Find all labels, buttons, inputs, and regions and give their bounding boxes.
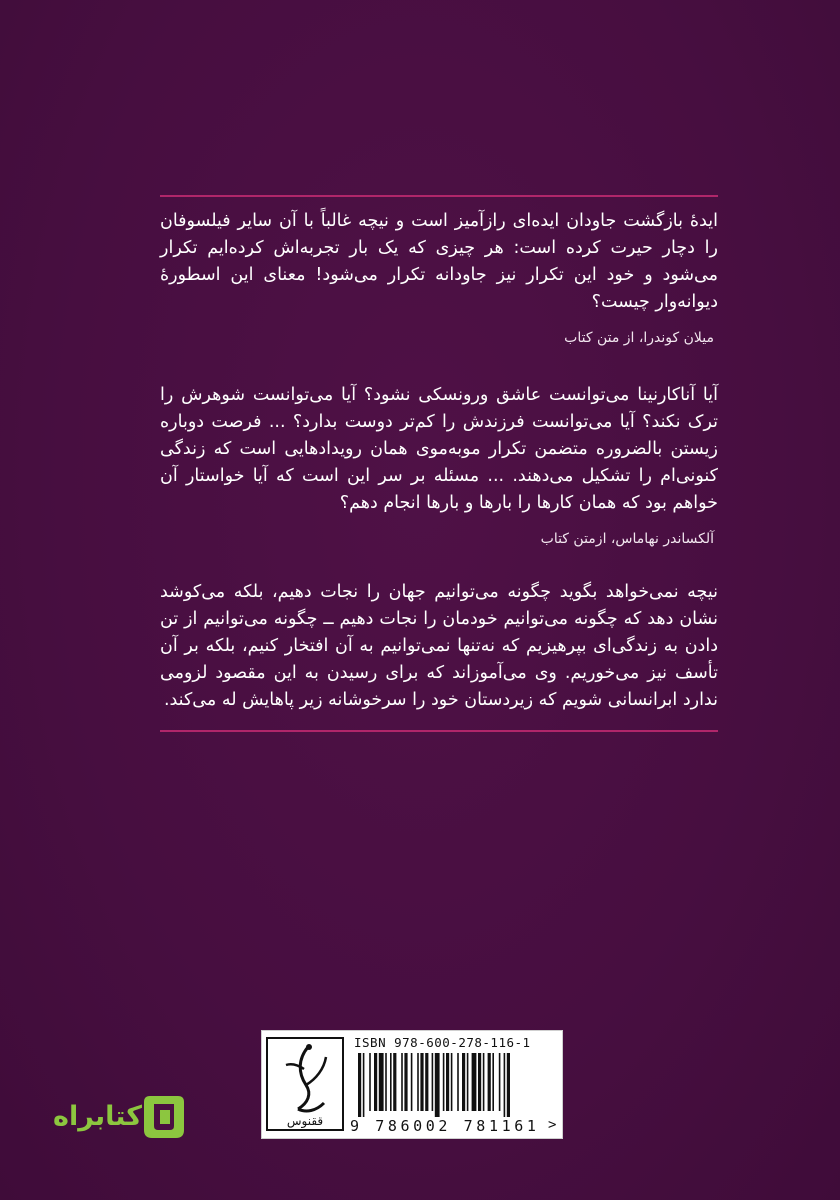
barcode-bar	[478, 1053, 481, 1111]
barcode-bar	[417, 1053, 419, 1111]
ketabrah-logo-text: کتابراه	[53, 1101, 142, 1132]
barcode-bar	[393, 1053, 396, 1111]
quote-source: میلان کوندرا، از متن کتاب	[564, 330, 714, 346]
barcode-bar	[467, 1053, 469, 1111]
barcode-bar	[432, 1053, 434, 1111]
barcode-bar	[443, 1053, 445, 1111]
barcode-bar	[492, 1053, 494, 1111]
barcode-bar	[404, 1053, 407, 1111]
barcode-bar	[499, 1053, 501, 1111]
barcode-bar	[374, 1053, 377, 1111]
barcode-bar	[435, 1053, 440, 1117]
quote-kundera	[160, 208, 718, 348]
barcode-bar	[358, 1053, 361, 1117]
phoenix-icon	[268, 1039, 342, 1129]
quote-text: نیچه نمی‌خواهد بگوید چگونه می‌توانیم جهان را نجات دهیم، بلکه می‌کوشد نشان دهد که چگونه می‌توانیم خودمان را نجات دهیم ــ چگونه می‌توانیم از تن دادن به زندگی‌ای بپرهیزیم که نه‌تنها نمی‌توانیم به آن افتخار کنیم، بلکه بر آن تأسف نیز می‌خوریم. وی می‌آموزاند که برای رسیدن به این مقصود لزومی ندارد ابرانسانی شویم که زیردستان خود را سرخوشانه زیر پاهایش له می‌کند.	[160, 582, 718, 710]
barcode-bar	[472, 1053, 477, 1111]
top-divider	[160, 195, 718, 197]
isbn-label: ISBN 978-600-278-116-1	[354, 1035, 531, 1050]
barcode-bar	[411, 1053, 413, 1111]
barcode-bar	[379, 1053, 384, 1111]
bottom-divider	[160, 730, 718, 732]
quote-source: آلکساندر نهاماس، ازمتن کتاب	[540, 531, 714, 547]
barcode-sticker	[261, 1030, 563, 1139]
barcode-bar	[446, 1053, 449, 1111]
quote-text: آیا آناکارنینا می‌توانست عاشق ورونسکی نشود؟ آیا می‌توانست شوهرش را ترک نکند؟ آیا می‌توانست فرزندش را کم‌تر دوست بدارد؟ ... فرصت دوباره زیستن بالضروره متضمن تکرار موبه‌موی همان رویدادهایی است که زندگی کنونی‌ام را تشکیل می‌دهند. ... مسئله بر سر این است که آیا خواستار آن خواهم بود که همان کارها را بارها و بارها انجام دهم؟	[160, 385, 718, 513]
barcode-bar	[363, 1053, 365, 1117]
barcode-bars	[358, 1053, 554, 1117]
barcode-bar	[451, 1053, 453, 1111]
barcode-bar	[425, 1053, 428, 1111]
quotes-block	[160, 202, 718, 740]
quote-text: ایدهٔ بازگشت جاودان ایده‌ای رازآمیز است و نیچه غالباً با آن سایر فیلسوفان را دچار حیرت کرده است: هر چیزی که یک بار تجربه‌اش کرده‌ایم تکرار می‌شود و خود این تکرار نیز جاودانه تکرار می‌شود! معنای این اسطورهٔ دیوانه‌وار چیست؟	[160, 211, 718, 312]
barcode-bar	[462, 1053, 465, 1111]
barcode-bar	[504, 1053, 506, 1117]
barcode-bar	[369, 1053, 371, 1111]
publisher-name: ققنوس	[286, 1114, 324, 1128]
publisher-logo	[266, 1037, 344, 1131]
barcode-bar	[488, 1053, 491, 1111]
barcode-bar	[401, 1053, 403, 1111]
barcode-bar	[420, 1053, 423, 1111]
barcode-bar	[390, 1053, 392, 1111]
barcode-digits: 9 786002 781161	[350, 1117, 540, 1135]
barcode-arrow: >	[548, 1117, 557, 1133]
barcode-bar	[483, 1053, 485, 1111]
barcode-bar	[507, 1053, 510, 1117]
quote-nehamas	[160, 382, 718, 549]
barcode-bar	[385, 1053, 387, 1111]
ketabrah-logo-icon	[140, 1090, 188, 1142]
ketabrah-watermark	[40, 1090, 190, 1150]
quote-summary	[160, 579, 718, 714]
barcode-bar	[457, 1053, 459, 1111]
